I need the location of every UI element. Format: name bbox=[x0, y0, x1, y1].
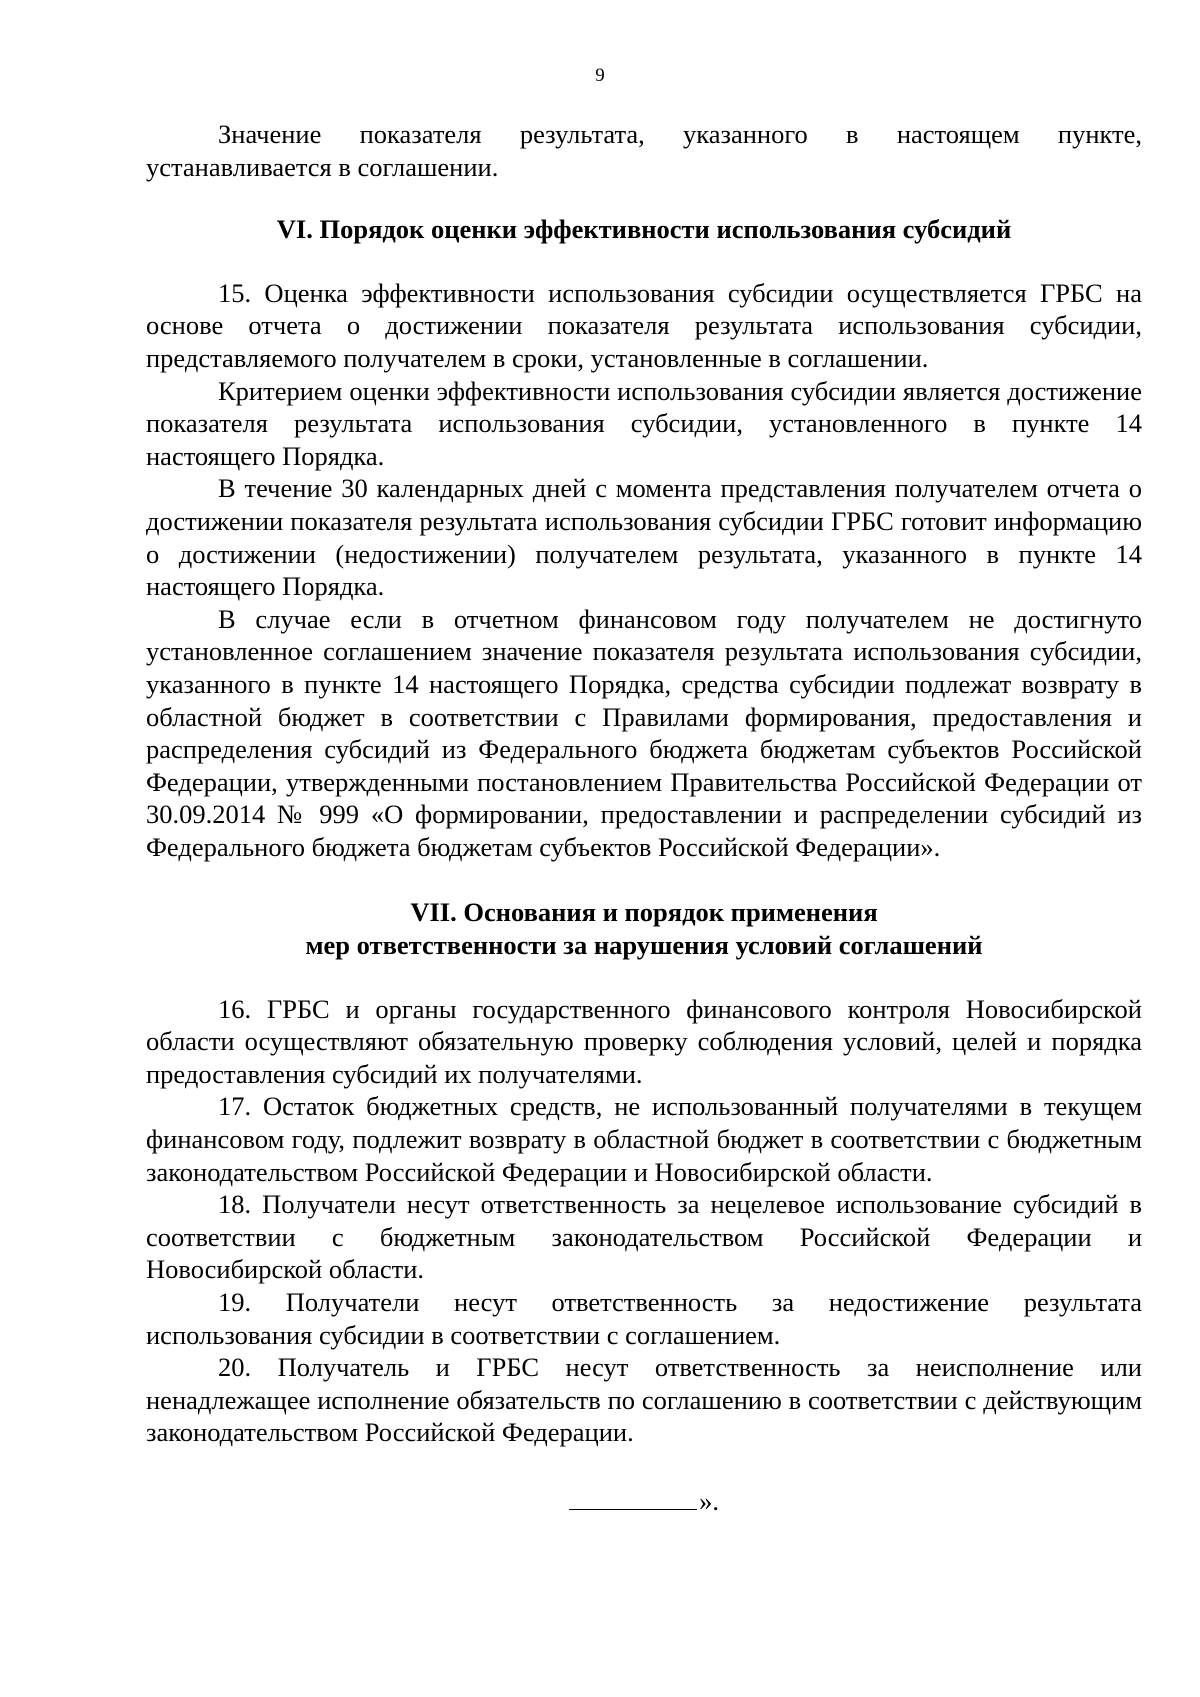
paragraph-20: 20. Получатель и ГРБС несут ответственность за неисполнение или ненадлежащее исполнение обязательств по соглашению в соответствии с действующим законодательством Российской Федерации. bbox=[146, 1352, 1142, 1448]
closing-quote-mark: ». bbox=[699, 1485, 719, 1516]
section-7-heading-line-1: VII. Основания и порядок применения bbox=[410, 897, 878, 928]
section-7-heading bbox=[146, 896, 1142, 961]
paragraph-16: 16. ГРБС и органы государственного финансового контроля Новосибирской области осуществляют обязательную проверку соблюдения условий, целей и порядка предоставления субсидий их получателями. bbox=[146, 993, 1142, 1089]
paragraph-15: 15. Оценка эффективности использования субсидии осуществляется ГРБС на основе отчета о достижении показателя результата использования субсидии, представляемого получателем в сроки, установленные в соглашении. bbox=[146, 277, 1142, 373]
paragraph-17: 17. Остаток бюджетных средств, не использованный получателями в текущем финансовом году, подлежит возврату в областной бюджет в соответствии с бюджетным законодательством Российской Федерации и Новосибирской области. bbox=[146, 1091, 1142, 1187]
section-6-heading bbox=[146, 213, 1142, 246]
document-body bbox=[146, 118, 1142, 1518]
page-number: 9 bbox=[595, 65, 605, 86]
intro-paragraph: Значение показателя результата, указанного в настоящем пункте, устанавливается в соглашении. bbox=[146, 119, 1142, 182]
paragraph-18: 18. Получатели несут ответственность за нецелевое использование субсидий в соответствии с бюджетным законодательством Российской Федерации и Новосибирской области. bbox=[146, 1189, 1142, 1285]
paragraph-30-days: В течение 30 календарных дней с момента представления получателем отчета о достижении показателя результата использования субсидии ГРБС готовит информацию о достижении (недостижении) получателем результата, указанного в пункте 14 настоящего Порядка. bbox=[146, 473, 1142, 602]
paragraph-criterion: Критерием оценки эффективности использования субсидии является достижение показателя результата использования субсидии, установленного в пункте 14 настоящего Порядка. bbox=[146, 375, 1142, 471]
section-6 bbox=[146, 213, 1142, 863]
paragraph-not-achieved: В случае если в отчетном финансовом году получателем не достигнуто установленное соглашением значение показателя результата использования субсидии, указанного в пункте 14 настоящего Порядка, средства субсидии подлежат возврату в областной бюджет в соответствии с Правилами формирования, предоставления и распределения субсидий из Федерального бюджета бюджетам субъектов Российской Федерации, утвержденными постановлением Правительства Российской Федерации от 30.09.2014 № 999 «О формировании, предоставлении и распределении субсидий из Федерального бюджета бюджетам субъектов Российской Федерации». bbox=[146, 603, 1142, 862]
paragraph-19: 19. Получатели несут ответственность за недостижение результата использования субсидии в соответствии с соглашением. bbox=[146, 1287, 1142, 1350]
closing-underline bbox=[569, 1485, 697, 1510]
closing-line bbox=[146, 1485, 1142, 1518]
section-7-heading-line-2: мер ответственности за нарушения условий соглашений bbox=[305, 930, 983, 961]
section-6-heading-text: VI. Порядок оценки эффективности использования субсидий bbox=[276, 214, 1012, 245]
section-7 bbox=[146, 896, 1142, 1449]
